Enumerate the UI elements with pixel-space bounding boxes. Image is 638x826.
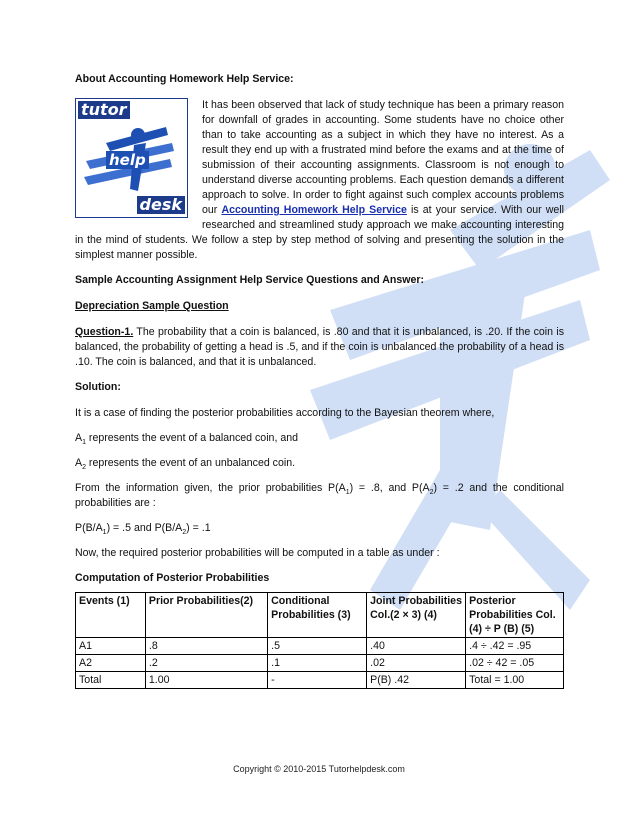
sample-heading: Sample Accounting Assignment Help Service Questions and Answer: <box>75 274 425 286</box>
solution-label: Solution: <box>75 381 121 393</box>
tutor-help-desk-logo <box>75 98 188 218</box>
question-label: Question-1. <box>75 326 134 338</box>
question-title: Depreciation Sample Question <box>75 300 229 312</box>
logo-help-text: help <box>106 151 149 169</box>
intro-paragraph-end: is at your service. With our well researched and streamlined study approach we make accounting interesting in the mind of students. We follow a step by step method of solving and presenting the solution in the simplest manner possible. <box>75 204 564 261</box>
prior-probabilities-text: From the information given, the prior probabilities $P(A_1) = .8$, and $P(A_2) = .2$ and the conditional probabilities are : <box>75 482 564 509</box>
question-paragraph <box>75 325 564 370</box>
table-intro-text: Now, the required posterior probabilities will be computed in a table as under : <box>75 547 440 559</box>
header-events: Events (1) <box>76 593 146 638</box>
logo-tutor-text: tutor <box>78 101 130 119</box>
a2-definition: $A_2$ represents the event of an unbalanced coin. <box>75 457 296 472</box>
header-joint: Joint Probabilities Col.(2 × 3) (4) <box>367 593 466 638</box>
logo-desk-text: desk <box>137 196 185 214</box>
question-text: The probability that a coin is balanced, is .80 and that it is unbalanced, is .20. If the coin is balanced, the probability of getting a head is .5, and if the coin is unbalanced the probability of a head is .10. The coin is balanced, and that it is unbalanced. <box>75 326 564 368</box>
about-heading: About Accounting Homework Help Service: <box>75 73 294 85</box>
table-header-row <box>76 593 564 638</box>
solution-intro: It is a case of finding the posterior probabilities according to the Bayesian theorem where, <box>75 407 495 419</box>
accounting-help-link[interactable]: Accounting Homework Help Service <box>221 204 407 216</box>
document-body <box>75 72 564 689</box>
a1-definition: $A_1$ represents the event of a balanced coin, and <box>75 432 299 447</box>
table-row-total: Total 1.00 - P(B) .42 Total = 1.00 <box>76 672 564 689</box>
intro-paragraph: It has been observed that lack of study technique has been a primary reason for downfall of grades in accounting. Some students have no choice other than to take accounting as a subject in which they have no interest. As a result they end up with a frustrated mind before the exams and at the time of submission of their accounting assignments. Classroom is not enough to understand diverse accounting problems. Each question demands a different approach to solve. In order to fight against such complex accounts problems our <box>202 99 564 216</box>
table-row: A2 .2 .1 .02 .02 ÷ 42 = .05 <box>76 655 564 672</box>
header-prior: Prior Probabilities(2) <box>145 593 267 638</box>
intro-section <box>75 98 564 263</box>
conditional-probabilities-text: $P(B/A_1) = .5$ and $P(B/A_2) = .1$ <box>75 522 211 537</box>
header-conditional: Conditional Probabilities (3) <box>268 593 367 638</box>
copyright-footer: Copyright © 2010-2015 Tutorhelpdesk.com <box>233 764 405 774</box>
header-posterior: Posterior Probabilities Col. (4) ÷ P (B) (5) <box>466 593 564 638</box>
table-row: A1 .8 .5 .40 .4 ÷ .42 = .95 <box>76 638 564 655</box>
table-heading: Computation of Posterior Probabilities <box>75 572 270 584</box>
posterior-probabilities-table <box>75 592 564 689</box>
